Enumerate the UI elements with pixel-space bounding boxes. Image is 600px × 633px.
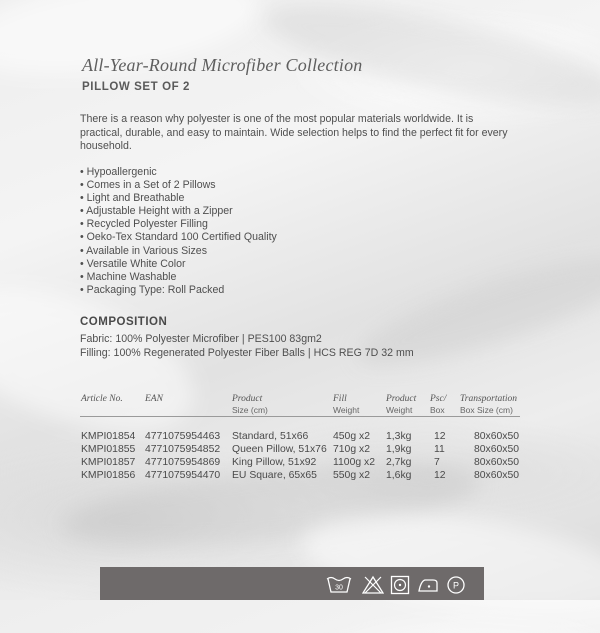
cell-box: 80x60x50 xyxy=(474,470,520,481)
table-row xyxy=(0,457,600,470)
cell-box: 80x60x50 xyxy=(474,431,520,442)
iron-low-icon xyxy=(416,575,440,595)
feature-item: • Recycled Polyester Filling xyxy=(80,218,277,231)
cell-product: King Pillow, 51x92 xyxy=(232,457,317,468)
header-article: Article No. xyxy=(81,394,123,404)
cell-psc: 12 xyxy=(434,470,446,481)
composition-fabric: Fabric: 100% Polyester Microfiber | PES100 83gm2 xyxy=(80,333,322,345)
cell-ean: 4771075954463 xyxy=(145,431,221,442)
cell-ean: 4771075954852 xyxy=(145,444,221,455)
cell-box: 80x60x50 xyxy=(474,444,520,455)
intro-paragraph: There is a reason why polyester is one of the most popular materials worldwide. It is practical, durable, and easy to maintain. Wide selection helps to find the perfect fit for every household. xyxy=(80,113,508,153)
wash-30-icon xyxy=(326,575,352,595)
cell-product: Standard, 51x66 xyxy=(232,431,309,442)
feature-item: • Hypoallergenic xyxy=(80,166,277,179)
feature-item: • Light and Breathable xyxy=(80,192,277,205)
cell-ean: 4771075954869 xyxy=(145,457,221,468)
feature-item: • Comes in a Set of 2 Pillows xyxy=(80,179,277,192)
cell-fill: 1100g x2 xyxy=(333,457,375,468)
cell-product: EU Square, 65x65 xyxy=(232,470,317,481)
cell-article: KMPI01856 xyxy=(81,470,136,481)
cell-psc: 7 xyxy=(434,457,440,468)
header-weight: Product Weight xyxy=(386,394,417,415)
cell-fill: 550g x2 xyxy=(333,470,370,481)
feature-item: • Packaging Type: Roll Packed xyxy=(80,284,277,297)
header-fill: Fill Weight xyxy=(333,394,360,415)
svg-text:30: 30 xyxy=(335,584,343,592)
no-bleach-icon xyxy=(362,575,384,595)
cell-ean: 4771075954470 xyxy=(145,470,221,481)
feature-item: • Oeko-Tex Standard 100 Certified Quality xyxy=(80,231,277,244)
feature-item: • Machine Washable xyxy=(80,271,277,284)
feature-list xyxy=(80,166,277,297)
table-row xyxy=(0,444,600,457)
cell-weight: 1,6kg xyxy=(386,470,412,481)
table-row xyxy=(0,431,600,444)
feature-item: • Available in Various Sizes xyxy=(80,245,277,258)
cell-fill: 450g x2 xyxy=(333,431,370,442)
cell-weight: 2,7kg xyxy=(386,457,412,468)
product-subtitle: PILLOW SET OF 2 xyxy=(82,81,191,93)
cell-article: KMPI01855 xyxy=(81,444,136,455)
svg-text:P: P xyxy=(452,580,460,591)
table-row xyxy=(0,470,600,483)
cell-box: 80x60x50 xyxy=(474,457,520,468)
collection-title: All-Year-Round Microfiber Collection xyxy=(82,55,363,75)
header-ean: EAN xyxy=(145,394,163,404)
header-box: Transportation Box Size (cm) xyxy=(460,394,518,415)
cell-article: KMPI01854 xyxy=(81,431,136,442)
cell-fill: 710g x2 xyxy=(333,444,370,455)
cell-weight: 1,9kg xyxy=(386,444,412,455)
header-psc: Psc/ Box xyxy=(430,394,447,415)
feature-item: • Versatile White Color xyxy=(80,258,277,271)
cell-psc: 11 xyxy=(434,444,445,455)
cell-product: Queen Pillow, 51x76 xyxy=(232,444,327,455)
cell-psc: 12 xyxy=(434,431,446,442)
table-divider xyxy=(80,416,520,417)
dry-clean-p-icon xyxy=(446,575,466,595)
care-instructions-bar xyxy=(100,567,484,600)
cell-article: KMPI01857 xyxy=(81,457,136,468)
header-product: Product Size (cm) xyxy=(232,394,268,415)
tumble-dry-icon xyxy=(390,575,410,595)
composition-heading: COMPOSITION xyxy=(80,316,168,328)
composition-filling: Filling: 100% Regenerated Polyester Fiber Balls | HCS REG 7D 32 mm xyxy=(80,347,414,359)
feature-item: • Adjustable Height with a Zipper xyxy=(80,205,277,218)
cell-weight: 1,3kg xyxy=(386,431,412,442)
